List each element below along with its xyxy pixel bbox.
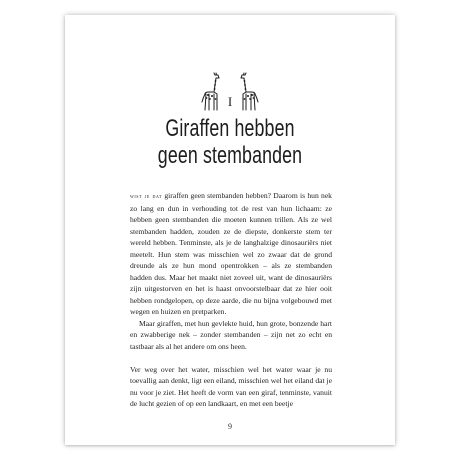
paragraph-1	[130, 190, 332, 318]
chapter-ornament	[65, 70, 395, 112]
chapter-body-text	[130, 190, 332, 410]
paragraph-3: Ver weg over het water, misschien wel het water waar je nu toevallig aan denkt, ligt een eiland, misschien wel het eiland dat je nu voor je ziet. Het heeft de vorm van een giraf, tenminste, vanuit de lucht gezien of op een landkaart, en met een beetje	[130, 364, 332, 408]
paragraph-1-lead: wist je dat	[130, 193, 163, 200]
giraffe-left-icon	[201, 72, 221, 112]
chapter-title-line-1: Giraffen hebben	[165, 115, 295, 142]
chapter-title	[108, 115, 352, 169]
paragraph-1-text: giraffen geen stembanden hebben? Daarom is hun nek zo lang en dun in verhouding tot de rest van hun lichaam: ze hebben geen stembanden die moeten kunnen trillen. Als ze wel stembanden hadden, zouden ze de diepste, donkerste stem ter wereld hebben. Tenminste, als je de langhalzige dinosauriërs niet meetelt. Hun stem was misschien wel zo zwaar dat de grond dreunde als ze hun mond opentrokken – als ze stembanden hadden dus. Maar het maakt niet zoveel uit, want de dinosauriërs zijn uitgestorven en het is haast onvoorstelbaar dat ze hier ooit hebben rondgelopen, op deze aarde, die nu bijna volgebouwd met wegen en huizen en pretparken.	[130, 191, 332, 316]
giraffe-right-icon	[239, 72, 259, 112]
page-number: 9	[228, 422, 232, 431]
chapter-title-line-2: geen stembanden	[157, 142, 303, 169]
chapter-number: I	[227, 94, 233, 109]
book-page	[65, 15, 395, 445]
paragraph-2: Maar giraffen, met hun gevlekte huid, hun grote, bonzende hart en zwabberige nek – zonder stembanden – zijn net zo echt en tastbaar als al het andere om ons heen.	[130, 318, 332, 351]
